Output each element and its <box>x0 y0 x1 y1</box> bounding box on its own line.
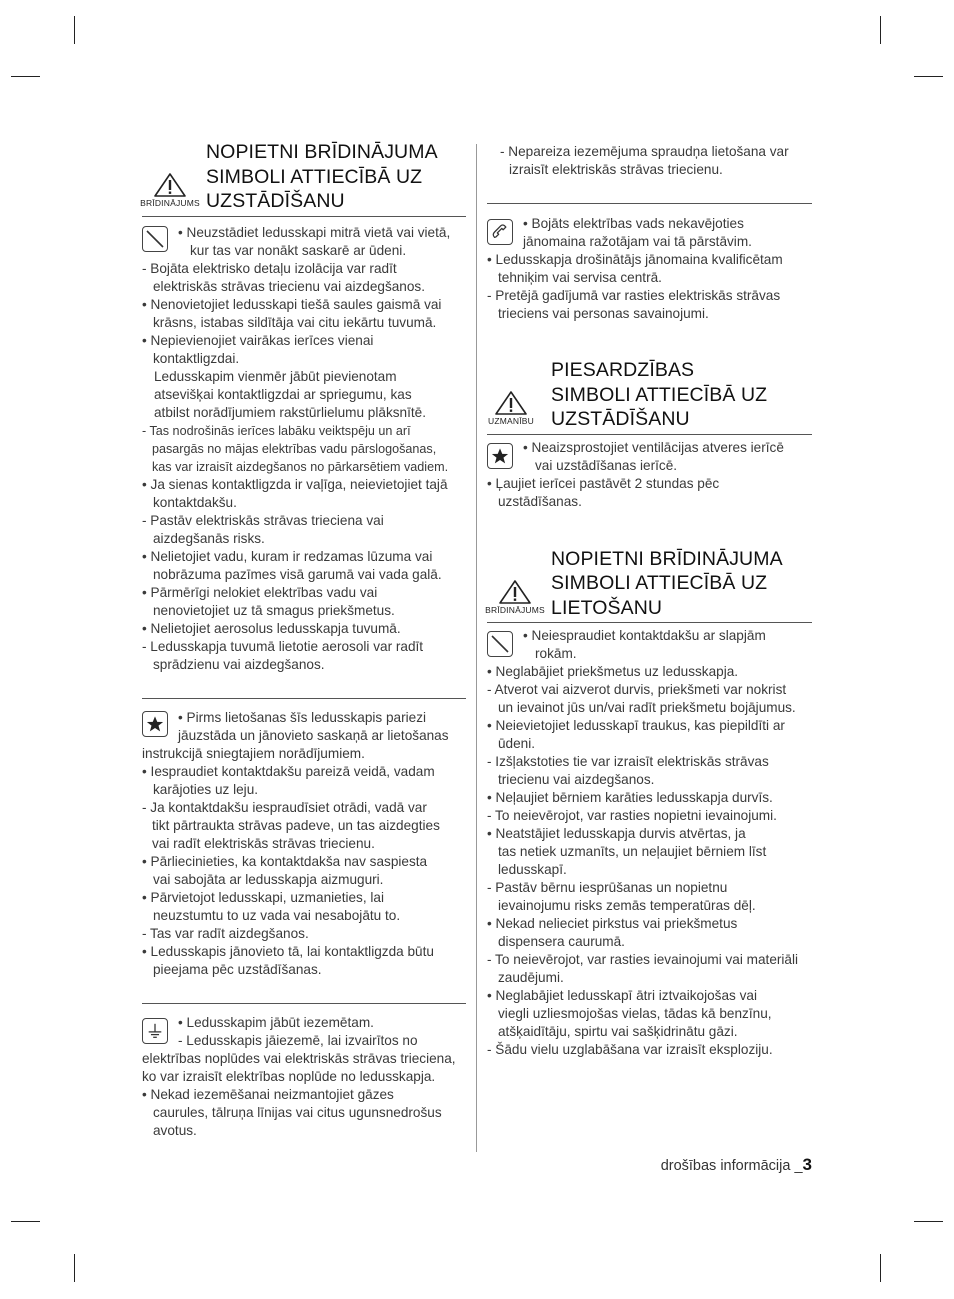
warning-symbol <box>485 579 545 615</box>
text-line: - Atverot vai aizverot durvis, priekšmeti var nokrist <box>487 682 787 697</box>
warning-symbol <box>140 172 200 208</box>
text-line: • Bojāts elektrības vads nekavējoties <box>523 216 744 231</box>
text-line: atbilst norādījumiem rakstūrlielumu plāksnītē. <box>154 404 426 420</box>
star-icon <box>146 715 164 733</box>
text-line: jāuzstāda un jānovieto saskaņā ar lietošanas <box>178 727 449 743</box>
heading-line: SIMBOLI ATTIECĪBĀ UZ <box>206 165 423 188</box>
text-line: • Nenovietojiet ledusskapi tiešā saules gaismā vai <box>142 296 442 312</box>
text-line: • Neatstājiet ledusskapja durvis atvērtas, ja <box>487 826 746 841</box>
text-line: triecienu vai aizdegšanos. <box>498 772 655 787</box>
text-line: ūdeni. <box>498 736 536 751</box>
text-line: • Nelietojiet aerosolus ledusskapja tuvumā. <box>142 620 401 636</box>
warning-icon-label: BRĪDINĀJUMS <box>485 604 545 615</box>
crop-mark <box>74 16 75 44</box>
text-line: - To neievērojot, var rasties nopietni ievainojumi. <box>487 808 777 823</box>
heading-line: LIETOŠANU <box>551 596 663 619</box>
prohibition-section <box>142 224 466 674</box>
text-line: • Ledusskapja drošinātājs jānomaina kvalificētam <box>487 252 783 267</box>
text-line: • Nekad nelieciet pirkstus vai priekšmetus <box>487 916 738 931</box>
text-line: zaudējumi. <box>498 970 564 985</box>
warning-heading-installation <box>142 140 466 214</box>
text-line: aizdegšanās risks. <box>153 530 265 546</box>
heading-line: UZSTĀDĪŠANU <box>551 408 690 430</box>
text-line: • Nelietojiet vadu, kuram ir redzamas lūzuma vai <box>142 548 433 564</box>
text-line: • Pirms lietošanas šīs ledusskapis pariezi <box>178 709 427 725</box>
section-rule <box>142 1003 466 1004</box>
mandatory-symbol <box>487 443 513 469</box>
text-line: • Neļaujiet bērniem karāties ledusskapja durvīs. <box>487 790 773 805</box>
text-line: atsevišķai kontaktligzdai ar spriegumu, kas <box>154 386 412 402</box>
right-column <box>487 140 812 1059</box>
warning-triangle-icon <box>494 390 528 416</box>
text-line: vai radīt elektriskās strāvas triecienu. <box>152 835 375 851</box>
text-line: ko var izraisīt elektrības noplūde no ledusskapja. <box>142 1068 436 1084</box>
text-line: sprādzienu vai aizdegšanos. <box>153 656 325 672</box>
column-divider <box>476 144 477 1152</box>
ventilation-section <box>487 439 812 511</box>
text-line: - Pastāv elektriskās strāvas trieciena vai <box>142 512 384 528</box>
text-line: • Ļaujiet ierīcei pastāvēt 2 stundas pēc <box>487 475 720 491</box>
footer-section-name: drošības informācija _ <box>660 1158 803 1174</box>
heading-line: NOPIETNI BRĪDINĀJUMA <box>551 547 783 570</box>
page-footer <box>661 1155 812 1175</box>
text-line: • Nepievienojiet vairākas ierīces vienai <box>142 332 374 348</box>
text-line: kontaktdakšu. <box>153 494 237 510</box>
text-line: - Pastāv bērnu iesprūšanas un nopietnu <box>487 880 728 895</box>
text-line: karājoties uz leju. <box>153 781 259 797</box>
text-line: • Neglabājiet priekšmetus uz ledusskapja. <box>487 664 739 679</box>
warning-heading-usage <box>487 547 812 621</box>
heading-line: UZSTĀDĪŠANU <box>206 190 345 212</box>
text-line: neuzstumtu to uz vada vai nesabojātu to. <box>153 907 401 923</box>
text-line: ievainojumu risks zemās temperatūras dēļ. <box>498 898 756 913</box>
text-line: pieejama pēc uzstādīšanas. <box>153 961 322 977</box>
text-line: • Pārmērīgi nelokiet elektrības vadu vai <box>142 584 378 600</box>
text-line: - Ledusskapja tuvumā lietotie aerosoli var radīt <box>142 638 424 654</box>
heading-line: SIMBOLI ATTIECĪBĀ UZ <box>551 572 768 594</box>
text-line: • Neiespraudiet kontaktdakšu ar slapjām <box>523 628 766 643</box>
text-line: krāsns, istabas sildītāja vai citu iekārtu tuvumā. <box>153 314 437 330</box>
text-line: vai sabojāta ar ledusskapja aizmuguri. <box>153 871 384 887</box>
crop-mark <box>74 1254 75 1282</box>
text-line: caurules, tālruņa līnijas vai citus ugunsnedrošus <box>153 1104 442 1120</box>
service-symbol <box>487 219 513 245</box>
text-line: elektrības noplūdes vai elektriskās strāvas trieciena, <box>142 1050 456 1066</box>
text-line: - Tas var radīt aizdegšanos. <box>142 925 309 941</box>
crop-mark <box>914 1221 943 1222</box>
text-line: kur tas var nonākt saskarē ar ūdeni. <box>190 242 407 258</box>
heading-line: PIESARDZĪBAS <box>551 359 695 381</box>
text-line: • Iespraudiet kontaktdakšu pareizā veidā, vadam <box>142 763 435 779</box>
text-line: - Bojāta elektrisko detaļu izolācija var radīt <box>142 260 397 276</box>
caution-heading-installation <box>487 358 812 432</box>
text-line: avotus. <box>153 1122 197 1138</box>
text-line: • Ledusskapim jābūt iezemētam. <box>178 1014 374 1030</box>
phone-icon <box>491 223 509 241</box>
text-line: • Ledusskapis jānovieto tā, lai kontaktligzda būtu <box>142 943 434 959</box>
section-rule <box>142 698 466 699</box>
warning-icon-label: BRĪDINĀJUMS <box>140 198 200 208</box>
text-line: jānomaina ražotājam vai tā pārstāvim. <box>523 234 752 249</box>
text-line: tehniķim vai servisa centrā. <box>498 270 662 285</box>
text-line: Ledusskapim vienmēr jābūt pievienotam <box>154 368 397 384</box>
warning-triangle-icon <box>498 579 532 605</box>
heading-rule <box>487 434 812 435</box>
warning-triangle-icon <box>153 172 187 198</box>
left-column <box>142 140 466 1140</box>
caution-icon-label: UZMANĪBU <box>488 416 534 426</box>
crop-mark <box>11 76 40 77</box>
mandatory-symbol <box>142 711 168 737</box>
text-line: trieciens vai personas savainojumi. <box>498 306 709 321</box>
text-line: - Šādu vielu uzglabāšana var izraisīt eksploziju. <box>487 1042 773 1057</box>
text-line: kas var izraisīt aizdegšanos no pārkarsētiem vadiem. <box>152 459 449 474</box>
text-line: - Tas nodrošinās ierīces labāku veiktspēju un arī <box>142 423 411 438</box>
mandatory-section <box>142 709 466 979</box>
text-line: atšķaidītāju, spirtu vai sašķidrinātu gāzi. <box>498 1024 738 1039</box>
text-line: viegli uzliesmojošas vielas, tādas kā benzīnu, <box>498 1006 772 1021</box>
text-line: nobrāzuma pazīmes visā garumā vai vada galā. <box>153 566 442 582</box>
service-section <box>487 215 812 323</box>
prohibition-icon <box>490 634 510 654</box>
section-rule <box>487 203 812 204</box>
text-line: uzstādīšanas. <box>498 493 582 509</box>
text-line: izraisīt elektriskās strāvas triecienu. <box>509 162 723 177</box>
text-line: dispensera caurumā. <box>498 934 625 949</box>
text-line: • Neievietojiet ledusskapī traukus, kas piepildīti ar <box>487 718 785 733</box>
star-icon <box>491 447 509 465</box>
text-line: • Pārvietojot ledusskapi, uzmanieties, lai <box>142 889 385 905</box>
usage-prohibition-section <box>487 627 812 1059</box>
earth-section <box>142 1014 466 1140</box>
crop-mark <box>11 1221 40 1222</box>
text-line: - Nepareiza iezemējuma spraudņa lietošana var <box>500 144 789 159</box>
text-line: - Ledusskapis jāiezemē, lai izvairītos no <box>178 1032 418 1048</box>
text-line: elektriskās strāvas triecienu vai aizdegšanos. <box>153 278 426 294</box>
text-line: • Neuzstādiet ledusskapi mitrā vietā vai vietā, <box>178 224 451 240</box>
ground-icon <box>146 1022 164 1040</box>
heading-rule <box>487 622 812 623</box>
heading-line: NOPIETNI BRĪDINĀJUMA <box>206 141 438 163</box>
text-line: • Ja sienas kontaktligzda ir vaļīga, neievietojiet tajā <box>142 476 448 492</box>
prohibition-symbol <box>487 631 513 657</box>
text-line: - Pretējā gadījumā var rasties elektriskās strāvas <box>487 288 781 303</box>
page-number: 3 <box>802 1155 812 1174</box>
crop-mark <box>914 76 943 77</box>
text-line: instrukcijā sniegtajiem norādījumiem. <box>142 745 365 761</box>
text-line: tikt pārtraukta strāvas padeve, un tas aizdegties <box>152 817 440 833</box>
prohibition-symbol <box>142 226 168 252</box>
prohibition-icon <box>145 229 165 249</box>
text-line: - To neievērojot, var rasties ievainojumi vai materiāli <box>487 952 799 967</box>
heading-rule <box>142 216 466 217</box>
text-line: - Izšļakstoties tie var izraisīt elektriskās strāvas <box>487 754 769 769</box>
text-line: vai uzstādīšanas ierīcē. <box>535 457 678 473</box>
text-line: nenovietojiet uz tā smagus priekšmetus. <box>153 602 395 618</box>
text-line: • Pārliecinieties, ka kontaktdakša nav saspiesta <box>142 853 428 869</box>
heading-line: SIMBOLI ATTIECĪBĀ UZ <box>551 383 768 406</box>
text-line: kontaktligzdai. <box>153 350 240 366</box>
text-line: • Neglabājiet ledusskapī ātri iztvaikojošas vai <box>487 988 757 1003</box>
text-line: un ievainot jūs un/vai radīt priekšmetu bojājumus. <box>498 700 796 715</box>
crop-mark <box>880 1254 881 1282</box>
text-line: ledusskapī. <box>498 862 567 877</box>
text-line: pasargās no mājas elektrības vadu pārslogošanas, <box>152 441 437 456</box>
earth-symbol <box>142 1018 168 1044</box>
text-line: • Neaizsprostojiet ventilācijas atveres ierīcē <box>523 439 784 455</box>
caution-symbol <box>481 390 541 426</box>
text-line: tas netiek uzmanīts, un neļaujiet bērniem līst <box>498 844 767 859</box>
crop-mark <box>880 16 881 44</box>
text-line: • Nekad iezemēšanai neizmantojiet gāzes <box>142 1086 394 1102</box>
text-line: - Ja kontaktdakšu iespraudīsiet otrādi, vadā var <box>142 799 427 815</box>
text-line: rokām. <box>535 646 577 661</box>
